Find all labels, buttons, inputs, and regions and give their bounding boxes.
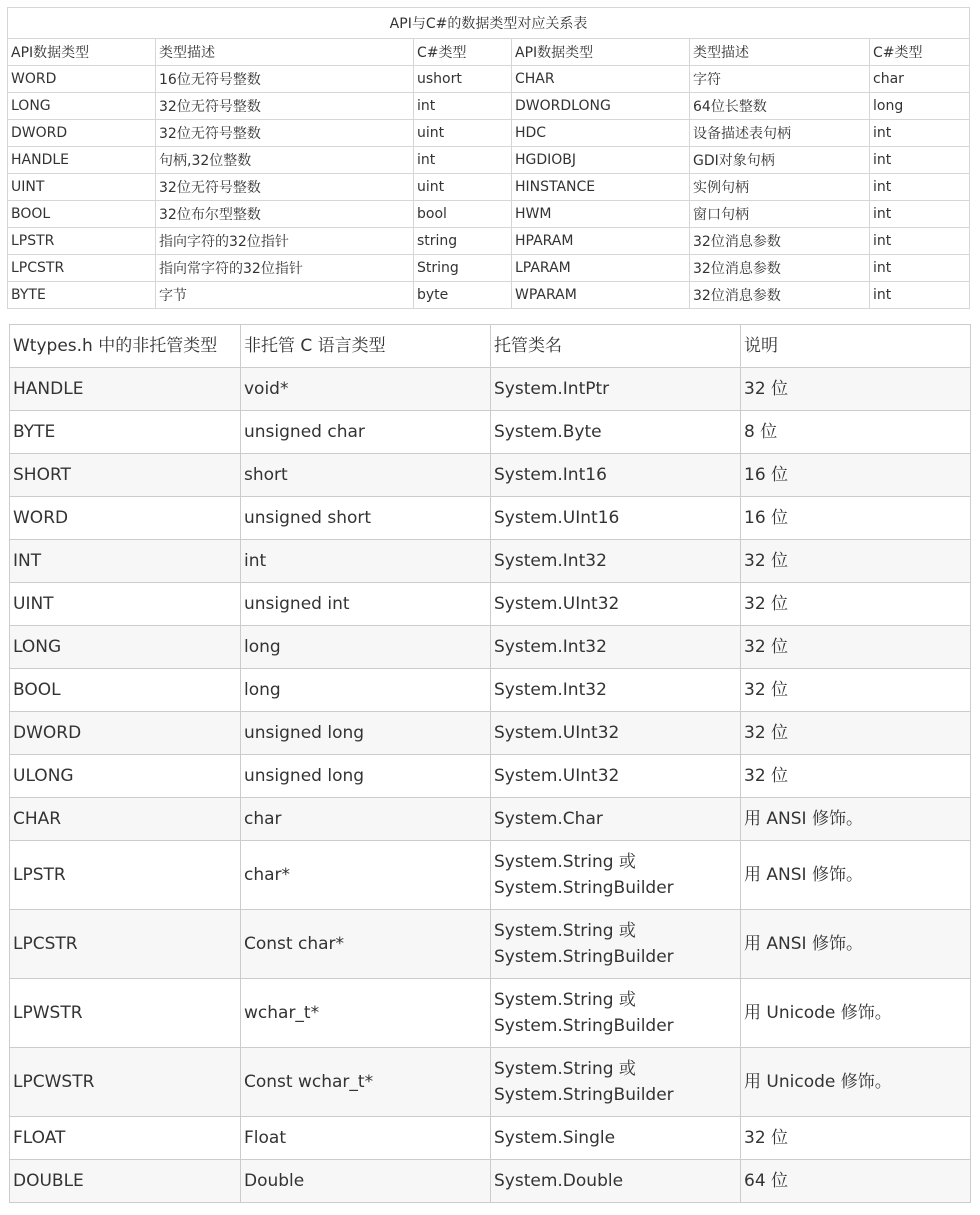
table-cell: UINT	[8, 174, 156, 201]
table-cell: HPARAM	[512, 228, 690, 255]
table-cell: Const char*	[241, 910, 491, 979]
table-cell: SHORT	[10, 454, 241, 497]
table-cell: BYTE	[10, 411, 241, 454]
table-row	[10, 583, 971, 626]
table-row	[10, 1048, 971, 1117]
table-cell: 用 Unicode 修饰。	[741, 979, 971, 1048]
table-row	[10, 798, 971, 841]
table-cell: 32 位	[741, 669, 971, 712]
table-cell: ushort	[414, 66, 512, 93]
table-cell: System.Int32	[491, 540, 741, 583]
table-row	[10, 979, 971, 1048]
table-cell: System.Single	[491, 1117, 741, 1160]
table-cell: 8 位	[741, 411, 971, 454]
table-cell: long	[870, 93, 970, 120]
table-cell: 指向字符的32位指针	[156, 228, 414, 255]
table-cell: String	[414, 255, 512, 282]
table-cell: long	[241, 626, 491, 669]
table-cell: int	[870, 174, 970, 201]
table-cell: 用 ANSI 修饰。	[741, 910, 971, 979]
table-cell: HDC	[512, 120, 690, 147]
table-cell: DWORD	[8, 120, 156, 147]
column-header: Wtypes.h 中的非托管类型	[10, 325, 241, 368]
table-row	[10, 368, 971, 411]
api-csharp-type-table	[7, 7, 970, 309]
table-cell: System.UInt32	[491, 583, 741, 626]
table-row	[10, 411, 971, 454]
table-cell: 用 ANSI 修饰。	[741, 798, 971, 841]
table-cell: 32位消息参数	[690, 282, 870, 309]
table-cell: char*	[241, 841, 491, 910]
table-cell: UINT	[10, 583, 241, 626]
table-cell: 64 位	[741, 1160, 971, 1203]
table-row	[8, 255, 970, 282]
table-cell: 32 位	[741, 1117, 971, 1160]
table-cell: LPSTR	[10, 841, 241, 910]
table-cell: short	[241, 454, 491, 497]
table-cell: HINSTANCE	[512, 174, 690, 201]
table-row	[8, 174, 970, 201]
table-header-row	[8, 39, 970, 66]
table-cell: System.UInt32	[491, 712, 741, 755]
table-row	[10, 1160, 971, 1203]
table-cell: System.Int32	[491, 669, 741, 712]
table-cell: System.String 或 System.StringBuilder	[491, 910, 741, 979]
wtypes-managed-type-table	[9, 324, 971, 1203]
table-cell: unsigned short	[241, 497, 491, 540]
table-cell: ULONG	[10, 755, 241, 798]
column-header: 说明	[741, 325, 971, 368]
table-cell: uint	[414, 174, 512, 201]
table-cell: int	[870, 201, 970, 228]
table-cell: DWORD	[10, 712, 241, 755]
table-row	[10, 669, 971, 712]
table-cell: int	[870, 228, 970, 255]
table-row	[10, 712, 971, 755]
table-cell: unsigned char	[241, 411, 491, 454]
table-cell: Const wchar_t*	[241, 1048, 491, 1117]
table-cell: Float	[241, 1117, 491, 1160]
table-cell: uint	[414, 120, 512, 147]
table-cell: int	[241, 540, 491, 583]
table-cell: GDI对象句柄	[690, 147, 870, 174]
column-header: C#类型	[870, 39, 970, 66]
table-cell: LPSTR	[8, 228, 156, 255]
table-cell: void*	[241, 368, 491, 411]
table-cell: CHAR	[512, 66, 690, 93]
table-cell: 32 位	[741, 712, 971, 755]
table-cell: 32位消息参数	[690, 255, 870, 282]
table-cell: BOOL	[10, 669, 241, 712]
column-header: 类型描述	[690, 39, 870, 66]
table-cell: LPARAM	[512, 255, 690, 282]
table-cell: HGDIOBJ	[512, 147, 690, 174]
table-cell: 32 位	[741, 755, 971, 798]
table-cell: DWORDLONG	[512, 93, 690, 120]
table-row	[10, 454, 971, 497]
table-cell: BOOL	[8, 201, 156, 228]
table-cell: System.Int32	[491, 626, 741, 669]
table-row	[10, 1117, 971, 1160]
table-row	[8, 66, 970, 93]
table-header-row	[10, 325, 971, 368]
table-cell: 16 位	[741, 497, 971, 540]
table-cell: LPCWSTR	[10, 1048, 241, 1117]
table-cell: System.IntPtr	[491, 368, 741, 411]
table-row	[8, 147, 970, 174]
table-cell: 字节	[156, 282, 414, 309]
table-cell: int	[870, 255, 970, 282]
table-cell: DOUBLE	[10, 1160, 241, 1203]
table-cell: 16 位	[741, 454, 971, 497]
table-cell: 用 Unicode 修饰。	[741, 1048, 971, 1117]
table-cell: System.Byte	[491, 411, 741, 454]
table-cell: 32 位	[741, 540, 971, 583]
table-cell: long	[241, 669, 491, 712]
column-header: 类型描述	[156, 39, 414, 66]
table-row	[10, 755, 971, 798]
table-cell: wchar_t*	[241, 979, 491, 1048]
table-cell: unsigned long	[241, 712, 491, 755]
column-header: 托管类名	[491, 325, 741, 368]
table-row	[8, 120, 970, 147]
table-row	[10, 626, 971, 669]
table-cell: 指向常字符的32位指针	[156, 255, 414, 282]
table-cell: bool	[414, 201, 512, 228]
table-row	[8, 93, 970, 120]
table-cell: System.String 或 System.StringBuilder	[491, 841, 741, 910]
table-cell: 32位无符号整数	[156, 174, 414, 201]
table-cell: HANDLE	[10, 368, 241, 411]
table-cell: System.UInt16	[491, 497, 741, 540]
table-cell: char	[241, 798, 491, 841]
table-cell: LONG	[8, 93, 156, 120]
table-cell: int	[870, 282, 970, 309]
table-cell: FLOAT	[10, 1117, 241, 1160]
table-cell: 16位无符号整数	[156, 66, 414, 93]
column-header: API数据类型	[512, 39, 690, 66]
table-cell: LPWSTR	[10, 979, 241, 1048]
table-cell: BYTE	[8, 282, 156, 309]
table-cell: 字符	[690, 66, 870, 93]
table-cell: 32位消息参数	[690, 228, 870, 255]
table-cell: LONG	[10, 626, 241, 669]
table-cell: System.Int16	[491, 454, 741, 497]
table-row	[10, 910, 971, 979]
table-cell: string	[414, 228, 512, 255]
table-cell: System.Char	[491, 798, 741, 841]
table-cell: unsigned long	[241, 755, 491, 798]
table-cell: WORD	[8, 66, 156, 93]
table-cell: 32 位	[741, 368, 971, 411]
table-cell: WORD	[10, 497, 241, 540]
table-row	[10, 540, 971, 583]
table-cell: 32位无符号整数	[156, 120, 414, 147]
table-row	[8, 282, 970, 309]
table-cell: System.UInt32	[491, 755, 741, 798]
table-cell: 实例句柄	[690, 174, 870, 201]
table-cell: 64位长整数	[690, 93, 870, 120]
column-header: API数据类型	[8, 39, 156, 66]
table-cell: 32 位	[741, 626, 971, 669]
table-cell: System.String 或 System.StringBuilder	[491, 1048, 741, 1117]
table-row	[10, 497, 971, 540]
table-cell: unsigned int	[241, 583, 491, 626]
column-header: C#类型	[414, 39, 512, 66]
column-header: 非托管 C 语言类型	[241, 325, 491, 368]
table-cell: char	[870, 66, 970, 93]
table-row	[8, 228, 970, 255]
table-cell: int	[414, 93, 512, 120]
table-cell: int	[414, 147, 512, 174]
table-cell: 32位布尔型整数	[156, 201, 414, 228]
table-cell: byte	[414, 282, 512, 309]
table-cell: System.String 或 System.StringBuilder	[491, 979, 741, 1048]
table-cell: CHAR	[10, 798, 241, 841]
table-caption: API与C#的数据类型对应关系表	[8, 8, 970, 39]
table-cell: int	[870, 147, 970, 174]
table-row	[10, 841, 971, 910]
table-cell: 32 位	[741, 583, 971, 626]
table-cell: 设备描述表句柄	[690, 120, 870, 147]
table-cell: LPCSTR	[8, 255, 156, 282]
table-cell: WPARAM	[512, 282, 690, 309]
table-cell: 窗口句柄	[690, 201, 870, 228]
table-cell: Double	[241, 1160, 491, 1203]
table-cell: 句柄,32位整数	[156, 147, 414, 174]
table-cell: int	[870, 120, 970, 147]
table-cell: HWM	[512, 201, 690, 228]
table-cell: INT	[10, 540, 241, 583]
table-row	[8, 201, 970, 228]
table-cell: 32位无符号整数	[156, 93, 414, 120]
table-cell: 用 ANSI 修饰。	[741, 841, 971, 910]
table-cell: HANDLE	[8, 147, 156, 174]
table-cell: System.Double	[491, 1160, 741, 1203]
table-cell: LPCSTR	[10, 910, 241, 979]
